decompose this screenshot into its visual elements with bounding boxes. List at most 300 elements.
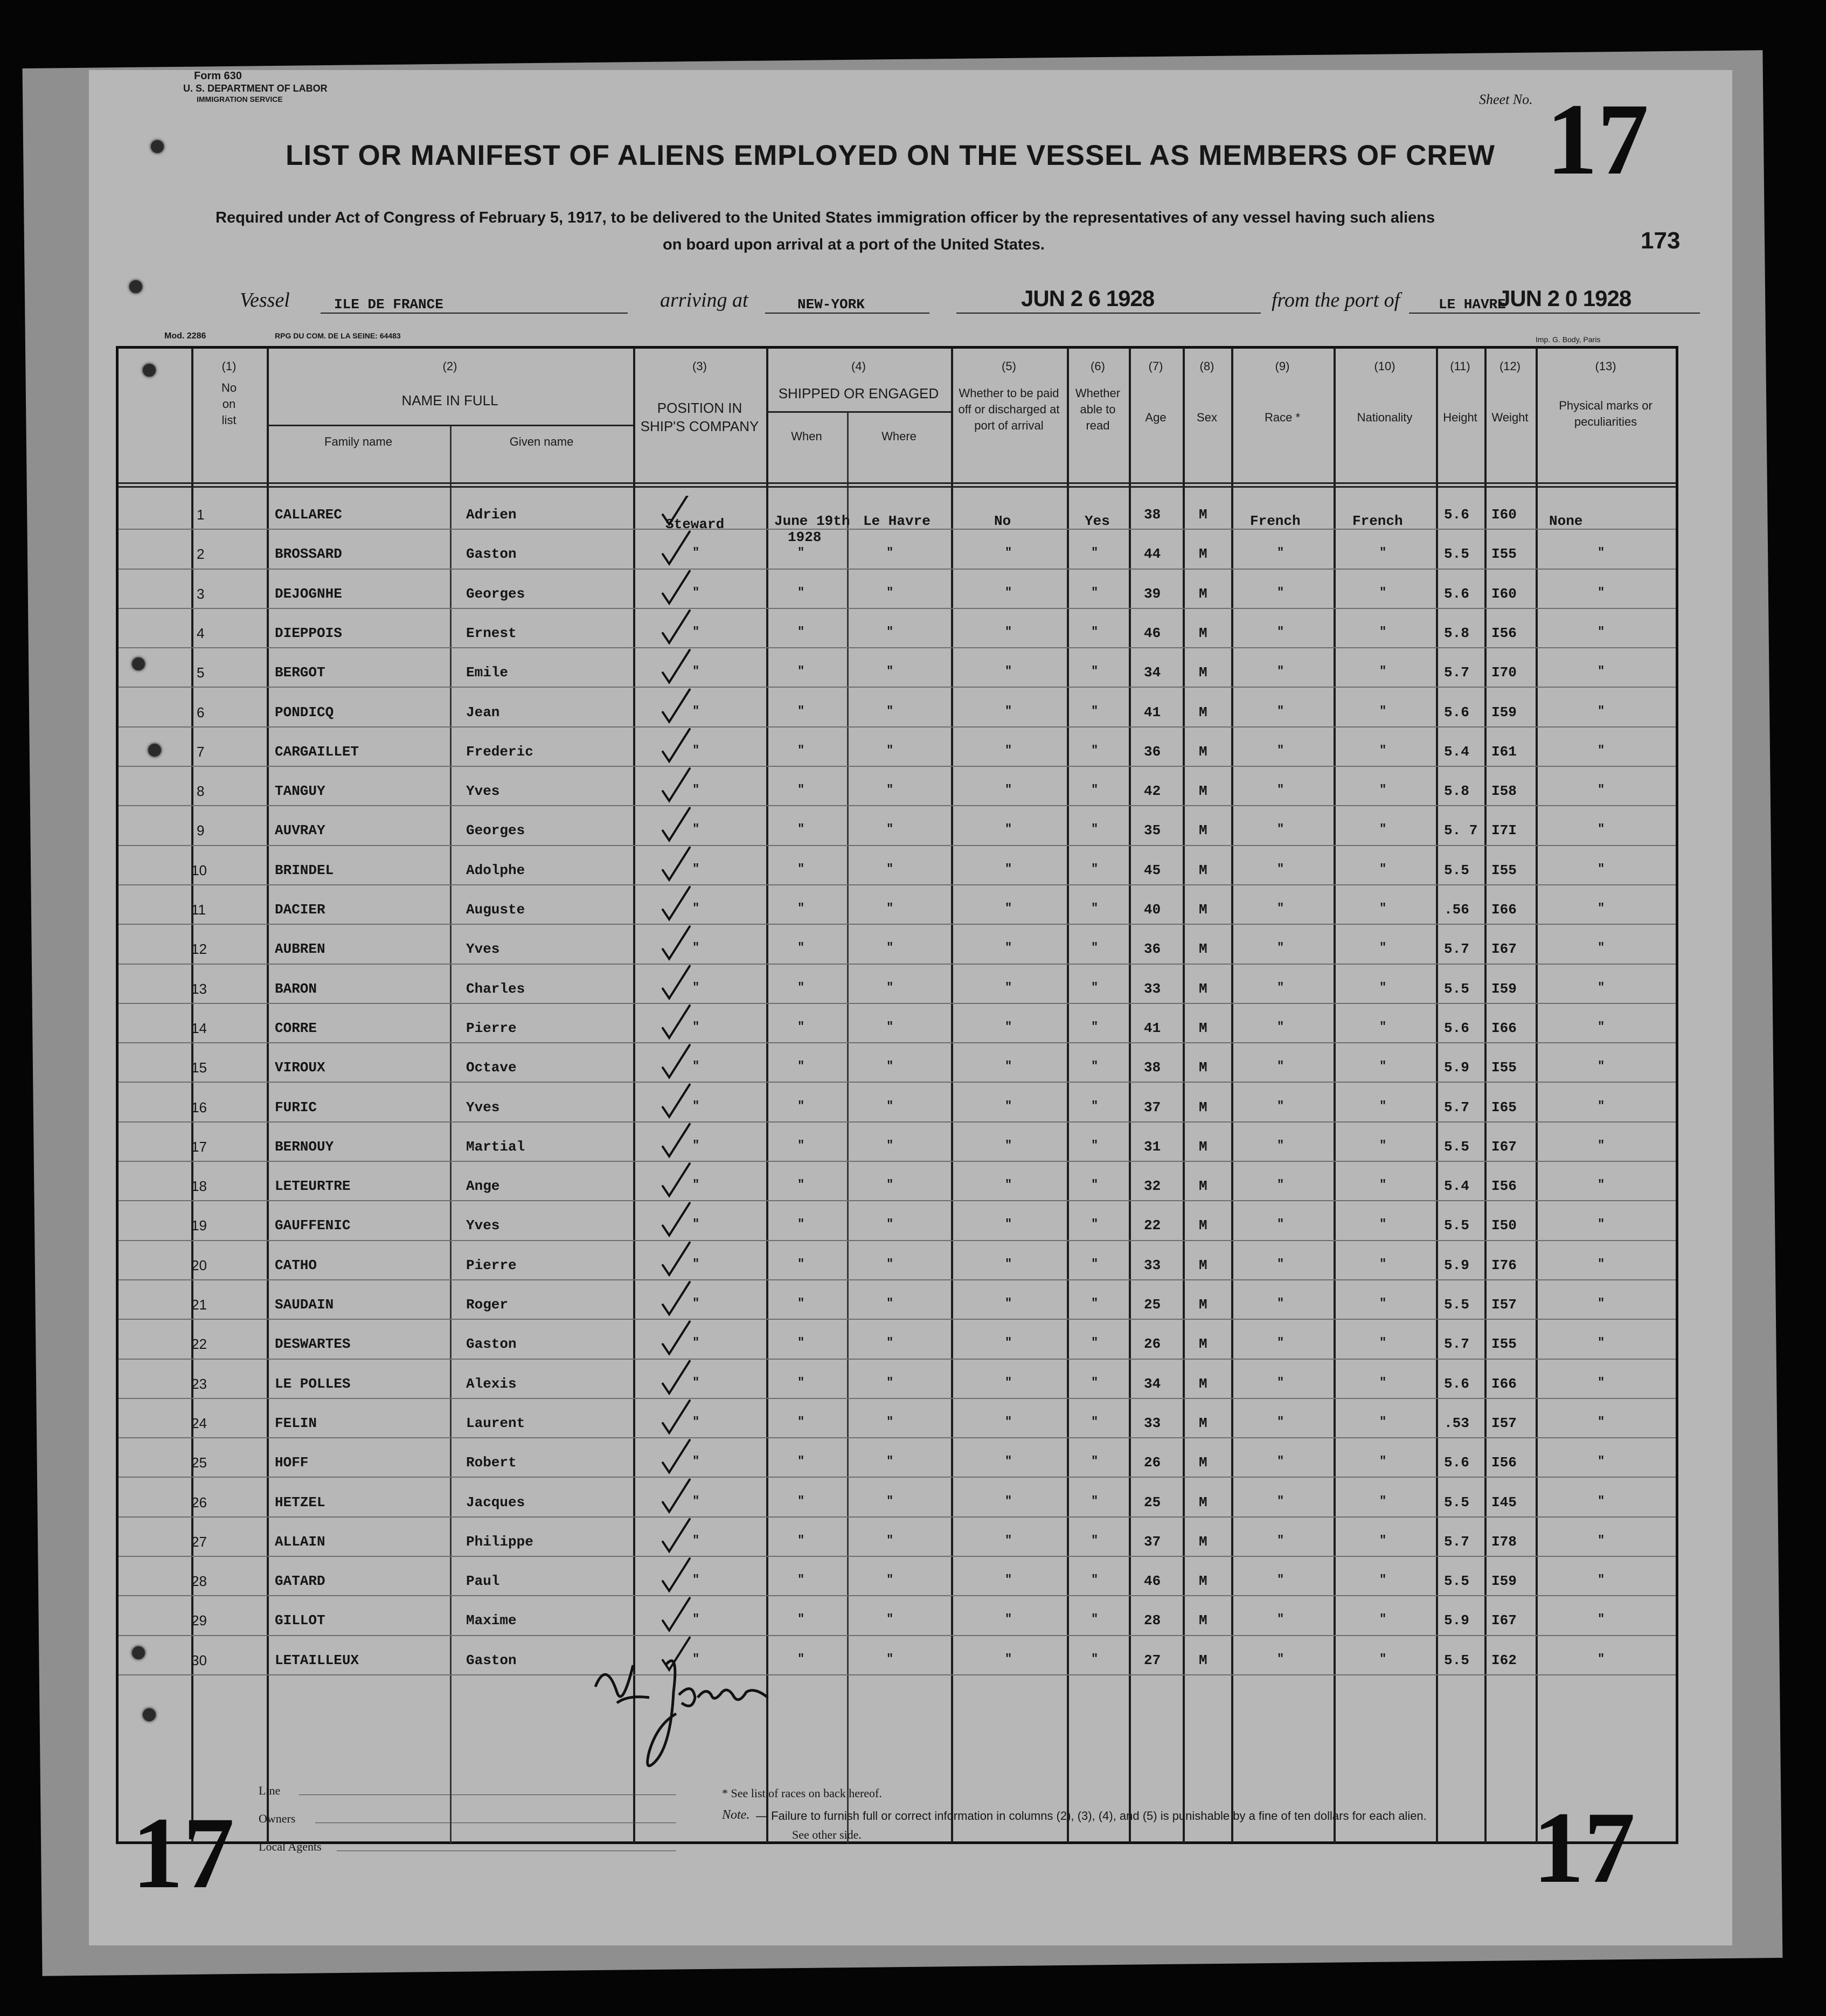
row-number: 3 — [197, 585, 205, 602]
age-value: 41 — [1144, 1020, 1161, 1036]
height-value: 5.4 — [1444, 1178, 1469, 1195]
row-number: 2 — [197, 546, 205, 563]
ditto-mark: " — [797, 902, 805, 915]
height-value: 5.5 — [1444, 1138, 1469, 1155]
ditto-mark: " — [692, 1059, 700, 1073]
ditto-mark: " — [797, 1059, 805, 1073]
ditto-mark: " — [1277, 1217, 1285, 1231]
weight-value: I61 — [1491, 743, 1517, 760]
sex-value: M — [1199, 1652, 1207, 1668]
ditto-mark: " — [692, 980, 700, 994]
sex-value: M — [1199, 862, 1207, 878]
ditto-mark: " — [1277, 1178, 1285, 1192]
col12-number: (12) — [1499, 359, 1521, 373]
ditto-mark: " — [1091, 1573, 1099, 1587]
given-name: Alexis — [466, 1375, 517, 1392]
check-mark — [663, 1163, 690, 1196]
ditto-mark: " — [797, 1020, 805, 1034]
col4-label: SHIPPED OR ENGAGED — [778, 385, 939, 401]
row-number: 28 — [191, 1573, 207, 1590]
age-value: 46 — [1144, 1573, 1161, 1590]
check-mark — [663, 1124, 690, 1156]
height-value: 5.5 — [1444, 1217, 1469, 1234]
ditto-mark: " — [1277, 1375, 1285, 1389]
col2-label: NAME IN FULL — [401, 392, 498, 408]
given-name: Roger — [466, 1297, 509, 1313]
ditto-mark: " — [1005, 546, 1012, 560]
ditto-mark: " — [1379, 1138, 1387, 1152]
ditto-mark: " — [1598, 980, 1605, 994]
weight-value: I7I — [1491, 822, 1517, 839]
ditto-mark: " — [1277, 1533, 1285, 1547]
vessel-label: Vessel — [240, 289, 290, 311]
ditto-mark: " — [1091, 1059, 1099, 1073]
able-to-read-value: Yes — [1085, 513, 1110, 529]
col4-when: When — [791, 429, 822, 443]
ditto-mark: " — [692, 1573, 700, 1587]
inspector-checkmarks — [585, 496, 692, 1762]
table-row — [119, 1557, 1676, 1596]
ditto-mark: " — [1379, 822, 1387, 836]
stamped-number-right: 17 — [1533, 1791, 1635, 1904]
table-row — [119, 1320, 1676, 1359]
ditto-mark: " — [886, 1257, 894, 1271]
ditto-mark: " — [1277, 664, 1285, 678]
header-rule — [119, 482, 1676, 484]
ditto-mark: " — [1598, 1415, 1605, 1429]
ditto-mark: " — [692, 1138, 700, 1152]
ditto-mark: " — [1598, 1178, 1605, 1192]
col10-label: Nationality — [1357, 411, 1413, 424]
table-row — [119, 1004, 1676, 1043]
ditto-mark: " — [797, 1178, 805, 1192]
given-name: Ange — [466, 1178, 500, 1195]
marks-value: None — [1549, 513, 1583, 529]
ditto-mark: " — [1005, 1415, 1012, 1429]
ditto-mark: " — [1598, 1297, 1605, 1310]
table-row — [119, 1083, 1676, 1123]
height-value: 5.5 — [1444, 1297, 1469, 1313]
table-row — [119, 1162, 1676, 1201]
ditto-mark: " — [1091, 1375, 1099, 1389]
family-name: HETZEL — [275, 1494, 325, 1511]
ditto-mark: " — [1091, 1257, 1099, 1271]
height-value: 5.6 — [1444, 1375, 1469, 1392]
age-value: 28 — [1144, 1612, 1161, 1629]
engaged-date: June 19th — [774, 513, 850, 529]
height-value: 5.9 — [1444, 1612, 1469, 1629]
check-mark — [663, 1243, 690, 1275]
ditto-mark: " — [886, 902, 894, 915]
check-mark — [663, 729, 690, 761]
weight-value: I57 — [1491, 1415, 1517, 1431]
family-name: CARGAILLET — [275, 743, 359, 760]
table-row — [119, 767, 1676, 806]
ditto-mark: " — [1091, 546, 1099, 560]
age-value: 26 — [1144, 1336, 1161, 1353]
col6-label: Whether able to read — [1075, 386, 1121, 432]
age-value: 36 — [1144, 941, 1161, 958]
ditto-mark: " — [1277, 1020, 1285, 1034]
ditto-mark: " — [1379, 1612, 1387, 1626]
ditto-mark: " — [1277, 941, 1285, 955]
weight-value: I66 — [1491, 902, 1517, 918]
sex-value: M — [1199, 585, 1207, 602]
height-value: 5.6 — [1444, 507, 1469, 523]
ditto-mark: " — [886, 585, 894, 599]
crew-table-body — [119, 490, 1676, 1840]
ditto-mark: " — [886, 1612, 894, 1626]
height-value: 5.8 — [1444, 625, 1469, 641]
col7-label: Age — [1145, 411, 1167, 424]
age-value: 33 — [1144, 980, 1161, 997]
ditto-mark: " — [1379, 1494, 1387, 1508]
age-value: 34 — [1144, 1375, 1161, 1392]
table-row — [119, 1636, 1676, 1675]
ditto-mark: " — [1005, 1573, 1012, 1587]
check-mark — [663, 1282, 690, 1314]
ditto-mark: " — [797, 822, 805, 836]
check-mark — [663, 690, 690, 722]
table-row — [119, 806, 1676, 846]
given-name: Georges — [466, 822, 525, 839]
ditto-mark: " — [1598, 625, 1605, 639]
ditto-mark: " — [692, 1375, 700, 1389]
given-name: Ernest — [466, 625, 517, 641]
weight-value: I67 — [1491, 1138, 1517, 1155]
ditto-mark: " — [1277, 902, 1285, 915]
ditto-mark: " — [1091, 902, 1099, 915]
given-name: Yves — [466, 941, 500, 958]
ditto-mark: " — [1277, 1612, 1285, 1626]
check-mark — [663, 1440, 690, 1472]
ditto-mark: " — [1277, 783, 1285, 797]
ditto-mark: " — [1005, 664, 1012, 678]
height-value: 5.9 — [1444, 1257, 1469, 1273]
given-name: Adrien — [466, 507, 517, 523]
check-mark — [663, 650, 690, 682]
age-value: 39 — [1144, 585, 1161, 602]
given-name: Charles — [466, 980, 525, 997]
given-name: Pierre — [466, 1020, 517, 1036]
sex-value: M — [1199, 1138, 1207, 1155]
ditto-mark: " — [1379, 902, 1387, 915]
age-value: 38 — [1144, 1059, 1161, 1076]
ditto-mark: " — [797, 783, 805, 797]
ditto-mark: " — [886, 1415, 894, 1429]
ditto-mark: " — [1598, 664, 1605, 678]
family-name: HOFF — [275, 1454, 309, 1471]
height-value: 5.7 — [1444, 1099, 1469, 1116]
weight-value: I67 — [1491, 941, 1517, 958]
family-name: GATARD — [275, 1573, 325, 1590]
height-value: 5.5 — [1444, 980, 1469, 997]
arriving-port: NEW-YORK — [797, 296, 865, 313]
ditto-mark: " — [692, 1652, 700, 1666]
see-other-side: See other side. — [792, 1828, 862, 1841]
ditto-mark: " — [1379, 546, 1387, 560]
sex-value: M — [1199, 1059, 1207, 1076]
ditto-mark: " — [1379, 1099, 1387, 1113]
family-name: AUBREN — [275, 941, 325, 958]
sheet-label: Sheet No. — [1479, 92, 1533, 107]
given-name: Paul — [466, 1573, 500, 1590]
ditto-mark: " — [1005, 1375, 1012, 1389]
weight-value: I58 — [1491, 783, 1517, 800]
ditto-mark: " — [1091, 743, 1099, 757]
weight-value: I56 — [1491, 625, 1517, 641]
height-value: 5.5 — [1444, 862, 1469, 878]
ditto-mark: " — [1277, 980, 1285, 994]
ditto-mark: " — [1598, 1454, 1605, 1468]
sex-value: M — [1199, 664, 1207, 681]
check-mark — [663, 571, 690, 604]
row-number: 9 — [197, 822, 205, 839]
family-name: CORRE — [275, 1020, 317, 1036]
ditto-mark: " — [1598, 862, 1605, 876]
agents-label: Local Agents — [259, 1840, 322, 1853]
ditto-mark: " — [1379, 1652, 1387, 1666]
row-number: 8 — [197, 783, 205, 800]
ditto-mark: " — [692, 1612, 700, 1626]
age-value: 36 — [1144, 743, 1161, 760]
table-row — [119, 1518, 1676, 1557]
ditto-mark: " — [1379, 1217, 1387, 1231]
ditto-mark: " — [1005, 625, 1012, 639]
family-name: SAUDAIN — [275, 1297, 334, 1313]
ditto-mark: " — [1005, 585, 1012, 599]
given-name: Jacques — [466, 1494, 525, 1511]
weight-value: I76 — [1491, 1257, 1517, 1273]
ditto-mark: " — [1277, 1138, 1285, 1152]
table-row — [119, 1478, 1676, 1518]
ditto-mark: " — [1277, 1573, 1285, 1587]
ditto-mark: " — [1379, 1415, 1387, 1429]
ditto-mark: " — [1379, 704, 1387, 718]
ditto-mark: " — [692, 1415, 700, 1429]
sex-value: M — [1199, 1336, 1207, 1353]
weight-value: I66 — [1491, 1375, 1517, 1392]
row-number: 26 — [191, 1494, 207, 1511]
arriving-label: arriving at — [660, 289, 748, 311]
ditto-mark: " — [692, 546, 700, 560]
check-mark — [663, 611, 690, 643]
age-value: 22 — [1144, 1217, 1161, 1234]
departure-date-stamp: JUN 2 0 1928 — [1498, 286, 1631, 311]
ditto-mark: " — [1091, 1138, 1099, 1152]
ditto-mark: " — [886, 980, 894, 994]
sex-value: M — [1199, 1257, 1207, 1273]
ditto-mark: " — [1277, 1652, 1285, 1666]
weight-value: I59 — [1491, 704, 1517, 721]
col1-number: (1) — [221, 359, 237, 373]
check-mark — [663, 1480, 690, 1512]
ditto-mark: " — [1091, 1217, 1099, 1231]
row-number: 16 — [191, 1099, 207, 1116]
ditto-mark: " — [1379, 1020, 1387, 1034]
ditto-mark: " — [1379, 862, 1387, 876]
race-value: French — [1250, 513, 1301, 529]
races-note: * See list of races on back hereof. — [722, 1786, 882, 1800]
col3-number: (3) — [692, 359, 707, 373]
col8-number: (8) — [1199, 359, 1214, 373]
punch-hole — [129, 280, 142, 293]
ditto-mark: " — [1277, 625, 1285, 639]
height-value: 5.9 — [1444, 1059, 1469, 1076]
age-value: 33 — [1144, 1257, 1161, 1273]
col5-label: Whether to be paid off or discharged at port of arrival — [958, 386, 1060, 432]
paid-off-value: No — [994, 513, 1011, 529]
row-number: 4 — [197, 625, 205, 641]
ditto-mark: " — [692, 625, 700, 639]
ditto-mark: " — [1598, 783, 1605, 797]
table-row — [119, 846, 1676, 885]
ditto-mark: " — [797, 941, 805, 955]
family-name: TANGUY — [275, 783, 325, 800]
row-number: 18 — [191, 1178, 207, 1195]
family-name: GILLOT — [275, 1612, 325, 1629]
sex-value: M — [1199, 1454, 1207, 1471]
row-number: 20 — [191, 1257, 207, 1273]
table-row — [119, 1438, 1676, 1478]
height-value: 5.7 — [1444, 664, 1469, 681]
sex-value: M — [1199, 743, 1207, 760]
given-name: Yves — [466, 1099, 500, 1116]
ditto-mark: " — [692, 941, 700, 955]
ditto-mark: " — [1379, 1573, 1387, 1587]
ditto-mark: " — [1091, 862, 1099, 876]
height-value: 5.8 — [1444, 783, 1469, 800]
col3-label: POSITION IN SHIP'S COMPANY — [640, 400, 759, 434]
family-name: CATHO — [275, 1257, 317, 1273]
ditto-mark: " — [1091, 783, 1099, 797]
ditto-mark: " — [1598, 1257, 1605, 1271]
col1-label: No on list — [221, 381, 237, 427]
weight-value: I59 — [1491, 1573, 1517, 1590]
ditto-mark: " — [1598, 1059, 1605, 1073]
sex-value: M — [1199, 1297, 1207, 1313]
weight-value: I55 — [1491, 1336, 1517, 1353]
ditto-mark: " — [797, 1336, 805, 1350]
sex-value: M — [1199, 822, 1207, 839]
ditto-mark: " — [797, 1612, 805, 1626]
ditto-mark: " — [797, 743, 805, 757]
row-number: 15 — [191, 1059, 207, 1076]
ditto-mark: " — [1091, 1652, 1099, 1666]
from-port-label: from the port of — [1272, 289, 1400, 311]
height-value: 5.6 — [1444, 1454, 1469, 1471]
ditto-mark: " — [1379, 1257, 1387, 1271]
ditto-mark: " — [1277, 862, 1285, 876]
given-name: Pierre — [466, 1257, 517, 1273]
ditto-mark: " — [1091, 1415, 1099, 1429]
ditto-mark: " — [1005, 1020, 1012, 1034]
given-name: Georges — [466, 585, 525, 602]
printer-registration: RPG DU COM. DE LA SEINE: 64483 — [275, 331, 401, 340]
ditto-mark: " — [886, 822, 894, 836]
sex-value: M — [1199, 941, 1207, 958]
position-steward: Steward — [665, 516, 725, 532]
ditto-mark: " — [886, 704, 894, 718]
row-number: 13 — [191, 980, 207, 997]
age-value: 46 — [1144, 625, 1161, 641]
row-number: 12 — [191, 941, 207, 958]
weight-value: I55 — [1491, 862, 1517, 878]
ditto-mark: " — [1277, 743, 1285, 757]
family-name: DACIER — [275, 902, 325, 918]
family-name: BARON — [275, 980, 317, 997]
family-name: FELIN — [275, 1415, 317, 1431]
owners-label: Owners — [259, 1812, 296, 1825]
family-name: GAUFFENIC — [275, 1217, 351, 1234]
sex-value: M — [1199, 902, 1207, 918]
check-mark — [663, 966, 690, 999]
ditto-mark: " — [797, 546, 805, 560]
ditto-mark: " — [1598, 1652, 1605, 1666]
ditto-mark: " — [692, 1336, 700, 1350]
arriving-underline — [765, 313, 929, 314]
ditto-mark: " — [692, 585, 700, 599]
from-port: LE HAVRE — [1439, 296, 1506, 313]
check-mark — [663, 1085, 690, 1117]
weight-value: I56 — [1491, 1178, 1517, 1195]
family-name: LETEURTRE — [275, 1178, 351, 1195]
check-mark — [663, 1321, 690, 1354]
age-value: 37 — [1144, 1099, 1161, 1116]
ditto-mark: " — [886, 1297, 894, 1310]
ditto-mark: " — [1277, 704, 1285, 718]
given-name: Auguste — [466, 902, 525, 918]
ditto-mark: " — [1379, 664, 1387, 678]
ditto-mark: " — [1091, 1494, 1099, 1508]
height-value: 5.5 — [1444, 1494, 1469, 1511]
row-number: 22 — [191, 1336, 207, 1353]
department-name: U. S. DEPARTMENT OF LABOR — [183, 83, 328, 94]
ditto-mark: " — [797, 1375, 805, 1389]
ditto-mark: " — [1277, 1415, 1285, 1429]
ditto-mark: " — [886, 1454, 894, 1468]
sex-value: M — [1199, 1178, 1207, 1195]
form-number: Form 630 — [194, 70, 242, 82]
header-subrule — [766, 411, 951, 413]
ditto-mark: " — [797, 1533, 805, 1547]
ditto-mark: " — [1379, 1059, 1387, 1073]
given-name: Martial — [466, 1138, 525, 1155]
sex-value: M — [1199, 1494, 1207, 1511]
ditto-mark: " — [1277, 1099, 1285, 1113]
note-text: — Failure to furnish full or correct information in columns (2), (3), (4), and (5) is punishable by a fine of ten dollars for each alien. — [756, 1809, 1427, 1823]
col2-number: (2) — [442, 359, 457, 373]
ditto-mark: " — [1277, 1297, 1285, 1310]
weight-value: I55 — [1491, 1059, 1517, 1076]
ditto-mark: " — [1598, 1612, 1605, 1626]
age-value: 31 — [1144, 1138, 1161, 1155]
ditto-mark: " — [1005, 1059, 1012, 1073]
ditto-mark: " — [1091, 1099, 1099, 1113]
given-name: Yves — [466, 783, 500, 800]
table-row — [119, 1360, 1676, 1399]
col13-number: (13) — [1595, 359, 1616, 373]
ditto-mark: " — [1379, 783, 1387, 797]
ditto-mark: " — [886, 743, 894, 757]
check-mark — [663, 1361, 690, 1394]
ditto-mark: " — [797, 862, 805, 876]
ditto-mark: " — [797, 1217, 805, 1231]
check-mark — [663, 768, 690, 801]
height-value: 5.4 — [1444, 743, 1469, 760]
ditto-mark: " — [692, 1494, 700, 1508]
row-number: 25 — [191, 1454, 207, 1471]
